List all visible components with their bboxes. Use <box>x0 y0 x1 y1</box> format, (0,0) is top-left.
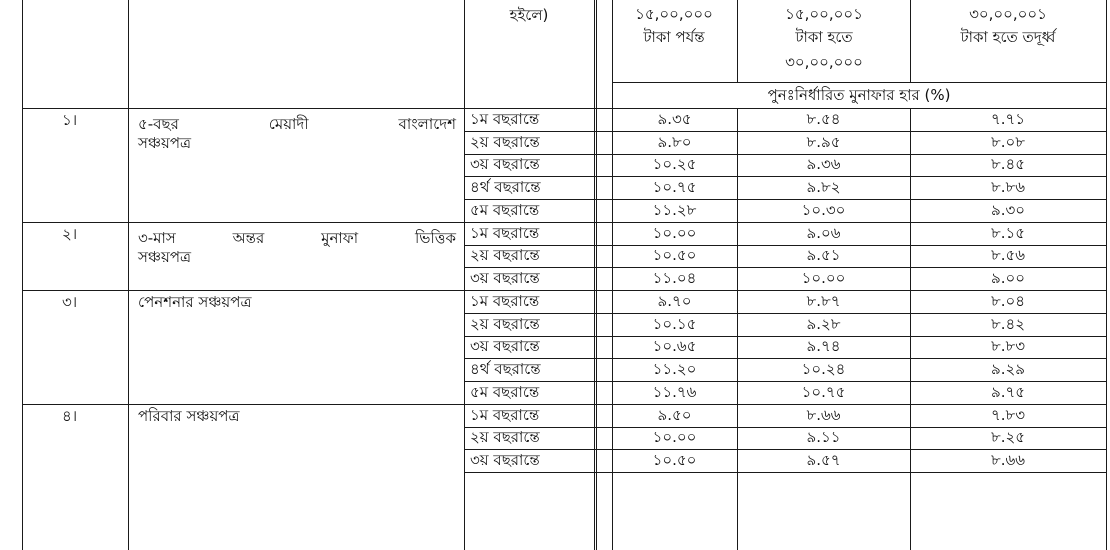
year-label: ২য় বছরান্তে <box>470 314 540 333</box>
header-slab-3-line1: ৩০,০০,০০১ <box>969 5 1047 23</box>
rate-slab-2: ৯.৫৭ <box>806 451 841 470</box>
rate-slab-1: ৯.৮০ <box>657 132 692 151</box>
year-label: ১ম বছরান্তে <box>470 291 540 310</box>
grid-horizontal <box>464 381 1106 382</box>
rate-slab-1: ১১.০৪ <box>652 269 697 288</box>
year-label: ১ম বছরান্তে <box>470 109 540 128</box>
grid-vertical <box>596 0 597 550</box>
rate-slab-2: ১০.৩০ <box>801 200 846 219</box>
grid-horizontal <box>464 245 1106 246</box>
header-slab-2-line1: ১৫,০০,০০১ <box>785 5 863 23</box>
rate-slab-2: ১০.২৪ <box>801 360 846 379</box>
rate-slab-3: ৮.৪৫ <box>991 155 1025 174</box>
rate-slab-1: ১০.৫০ <box>652 451 697 470</box>
rate-slab-2: ৯.৫১ <box>806 246 841 265</box>
rate-slab-3: ৮.০৮ <box>991 132 1025 151</box>
rate-slab-2: ৯.২৮ <box>806 314 841 333</box>
rate-slab-2: ৯.৭৪ <box>806 337 841 356</box>
scheme-name-word: ৩-মাস <box>138 228 176 247</box>
rate-slab-1: ১০.০০ <box>652 223 697 242</box>
scheme-serial: ২। <box>62 224 78 243</box>
rate-slab-2: ৯.১১ <box>806 428 841 447</box>
rate-slab-3: ৭.৮৩ <box>990 405 1025 424</box>
grid-horizontal <box>464 176 1106 177</box>
year-label: ৪র্থ বছরান্তে <box>470 360 541 379</box>
rate-slab-1: ৯.৭০ <box>657 291 692 310</box>
scheme-name-word: মেয়াদী <box>268 115 309 133</box>
rate-slab-3: ৮.৪২ <box>991 314 1025 333</box>
year-label: ২য় বছরান্তে <box>470 246 540 265</box>
rate-slab-2: ৯.৩৬ <box>806 155 841 174</box>
rate-slab-3: ৮.৬৬ <box>990 451 1025 470</box>
header-slab-1-line1: ১৫,০০,০০০ <box>635 5 713 23</box>
header-slab-1-line2: টাকা পর্যন্ত <box>643 28 705 46</box>
header-slab-2-line3: ৩০,০০,০০০ <box>785 53 863 71</box>
grid-vertical <box>910 108 911 550</box>
scheme-name-word: মুনাফা <box>321 228 359 247</box>
grid-horizontal <box>464 358 1106 359</box>
year-label: ২য় বছরান্তে <box>470 132 540 151</box>
grid-vertical <box>464 0 465 550</box>
rate-slab-2: ৯.০৬ <box>806 223 841 242</box>
grid-horizontal <box>464 472 1106 473</box>
rate-slab-2: ১০.০০ <box>801 269 846 288</box>
grid-vertical <box>737 0 738 82</box>
year-label: ৩য় বছরান্তে <box>470 337 540 356</box>
scheme-serial: ৪। <box>62 406 78 425</box>
grid-horizontal <box>464 222 1106 223</box>
grid-horizontal <box>464 199 1106 200</box>
scheme-name-line2: সঞ্চয়পত্র <box>138 247 192 266</box>
scheme-name-word: ভিত্তিক <box>414 228 456 247</box>
rate-slab-2: ৯.৮২ <box>806 178 841 197</box>
rate-slab-1: ৯.৩৫ <box>657 109 692 128</box>
grid-horizontal <box>464 336 1106 337</box>
grid-horizontal <box>612 82 1106 83</box>
rate-slab-1: ১০.৭৫ <box>652 178 697 197</box>
rate-slab-1: ১০.০০ <box>652 428 697 447</box>
header-col3-fragment: হইলে) <box>509 6 549 24</box>
grid-horizontal <box>464 427 1106 428</box>
header-slab-2-line2: টাকা হতে <box>795 28 853 46</box>
year-label: ২য় বছরান্তে <box>470 428 540 447</box>
header-rate-caption: পুনঃনির্ধারিত মুনাফার হার (%) <box>767 86 951 104</box>
rate-slab-3: ৯.৭৫ <box>991 382 1025 401</box>
rate-slab-1: ১০.১৫ <box>652 314 697 333</box>
scheme-name: পরিবার সঞ্চয়পত্র <box>138 406 240 425</box>
scheme-name-line2: সঞ্চয়পত্র <box>138 134 192 152</box>
grid-vertical <box>128 0 129 550</box>
scheme-serial: ১। <box>62 111 78 129</box>
rate-slab-2: ৮.৯৫ <box>806 132 841 151</box>
grid-vertical <box>737 108 738 550</box>
year-label: ৫ম বছরান্তে <box>470 382 540 401</box>
rate-slab-2: ৮.৫৪ <box>806 109 841 128</box>
year-label: ৩য় বছরান্তে <box>470 269 540 288</box>
year-label: ১ম বছরান্তে <box>470 223 540 242</box>
rate-slab-3: ৯.৩০ <box>990 200 1025 219</box>
rate-slab-1: ১০.২৫ <box>652 155 697 174</box>
rate-slab-3: ৯.০০ <box>990 269 1025 288</box>
year-label: ৩য় বছরান্তে <box>470 451 540 470</box>
year-label: ১ম বছরান্তে <box>470 405 540 424</box>
rate-slab-3: ৮.১৫ <box>991 223 1025 242</box>
rate-slab-2: ৮.৬৬ <box>806 405 841 424</box>
grid-vertical <box>22 0 23 550</box>
rate-slab-3: ৭.৭১ <box>990 109 1025 128</box>
rate-slab-3: ৮.২৫ <box>991 428 1025 447</box>
rate-slab-1: ১০.৬৫ <box>652 337 697 356</box>
grid-horizontal <box>464 267 1106 268</box>
rate-slab-1: ১১.২০ <box>652 360 697 379</box>
rate-slab-1: ১১.২৮ <box>652 200 697 219</box>
year-label: ৫ম বছরান্তে <box>470 200 540 219</box>
rate-slab-1: ৯.৫০ <box>657 405 692 424</box>
header-slab-3-line2: টাকা হতে তদূর্ধ্ব <box>960 28 1056 46</box>
rate-slab-1: ১১.৭৬ <box>652 382 697 401</box>
year-label: ৩য় বছরান্তে <box>470 155 540 174</box>
rate-slab-3: ৯.২৯ <box>991 360 1025 379</box>
grid-horizontal <box>464 154 1106 155</box>
rate-slab-3: ৮.০৪ <box>991 291 1025 310</box>
grid-horizontal <box>22 108 1106 109</box>
grid-horizontal <box>464 449 1106 450</box>
scheme-name-word: ৫-বছর <box>138 115 179 133</box>
scheme-name-word: বাংলাদেশ <box>398 115 456 133</box>
scheme-serial: ৩। <box>62 293 78 311</box>
scheme-name-word: অন্তর <box>232 228 265 247</box>
rate-slab-3: ৮.৫৬ <box>991 246 1025 265</box>
year-label: ৪র্থ বছরান্তে <box>470 178 541 197</box>
grid-horizontal <box>464 290 1106 291</box>
rate-slab-3: ৮.৮৬ <box>991 178 1025 197</box>
rate-slab-2: ৮.৮৭ <box>806 291 841 310</box>
scheme-name: পেনশনার সঞ্চয়পত্র <box>138 293 252 311</box>
rate-slab-1: ১০.৫০ <box>652 246 697 265</box>
grid-vertical <box>594 0 595 550</box>
grid-horizontal <box>464 404 1106 405</box>
grid-vertical <box>1106 0 1107 550</box>
rate-slab-2: ১০.৭৫ <box>801 382 846 401</box>
rate-slab-3: ৮.৮৩ <box>991 337 1025 356</box>
grid-horizontal <box>464 131 1106 132</box>
grid-vertical <box>910 0 911 82</box>
grid-horizontal <box>464 313 1106 314</box>
